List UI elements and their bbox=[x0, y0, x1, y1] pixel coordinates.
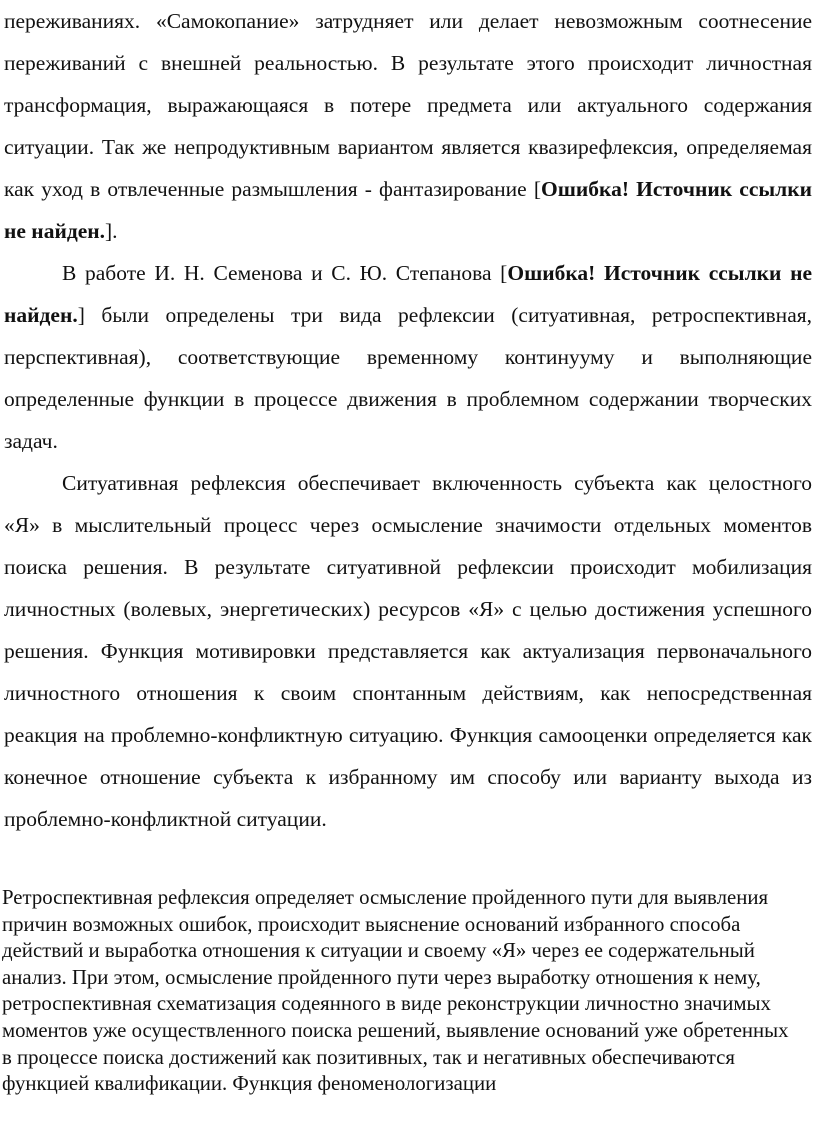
paragraph-3: Ситуативная рефлексия обеспечивает включенность субъекта как целостного «Я» в мыслительный процесс через осмысление значимости отдельных моментов поиска решения. В результате ситуативной рефлексии происходит мобилизация личностных (волевых, энергетических) ресурсов «Я» с целью достижения успешного решения. Функция мотивировки представляется как актуализация первоначального личностного отношения к своим спонтанным действиям, как непосредственная реакция на проблемно-конфликтную ситуацию. Функция самооценки определяется как конечное отношение субъекта к избранному им способу или варианту выхода из проблемно-конфликтной ситуации. bbox=[4, 471, 812, 831]
paragraph-2-text-end: ] были определены три вида рефлексии (ситуативная, ретроспективная, перспективная), соответствующие временному континууму и выполняющие определенные функции в процессе движения в проблемном содержании творческих задач. bbox=[4, 303, 812, 453]
paragraph-1 bbox=[4, 0, 812, 252]
broken-reference-error: Ошибка! Источник ссылки не найден. bbox=[4, 261, 813, 327]
broken-reference-error: Ошибка! Источник ссылки не найден. bbox=[4, 177, 812, 243]
paragraph-4: Ретроспективная рефлексия определяет осмысление пройденного пути для выявления причин возможных ошибок, происходит выяснение оснований избранного способа действий и выработка отношения к ситуации и своему «Я» через ее содержательный анализ. При этом, осмысление пройденного пути через выработку отношения к нему, ретроспективная схематизация содеянного в виде реконструкции личностно значимых моментов уже осуществленного поиска решений, выявление оснований уже обретенных в процессе поиска достижений как позитивных, так и негативных обеспечиваются функцией квалификации. Функция феноменологизации bbox=[2, 886, 789, 1096]
paragraph-2-text-start: В работе И. Н. Семенова и С. Ю. Степанова [ bbox=[62, 261, 508, 285]
paragraph-2 bbox=[4, 252, 812, 462]
paragraph-1-text-start: переживаниях. «Самокопание» затрудняет или делает невозможным соотнесение переживаний с внешней реальностью. В результате этого происходит личностная трансформация, выражающаяся в потере предмета или актуального содержания ситуации. Так же непродуктивным вариантом является квазирефлексия, определяемая как уход в отвлеченные размышления - фантазирование [ bbox=[4, 9, 812, 201]
paragraph-1-text-end: ]. bbox=[105, 219, 118, 243]
